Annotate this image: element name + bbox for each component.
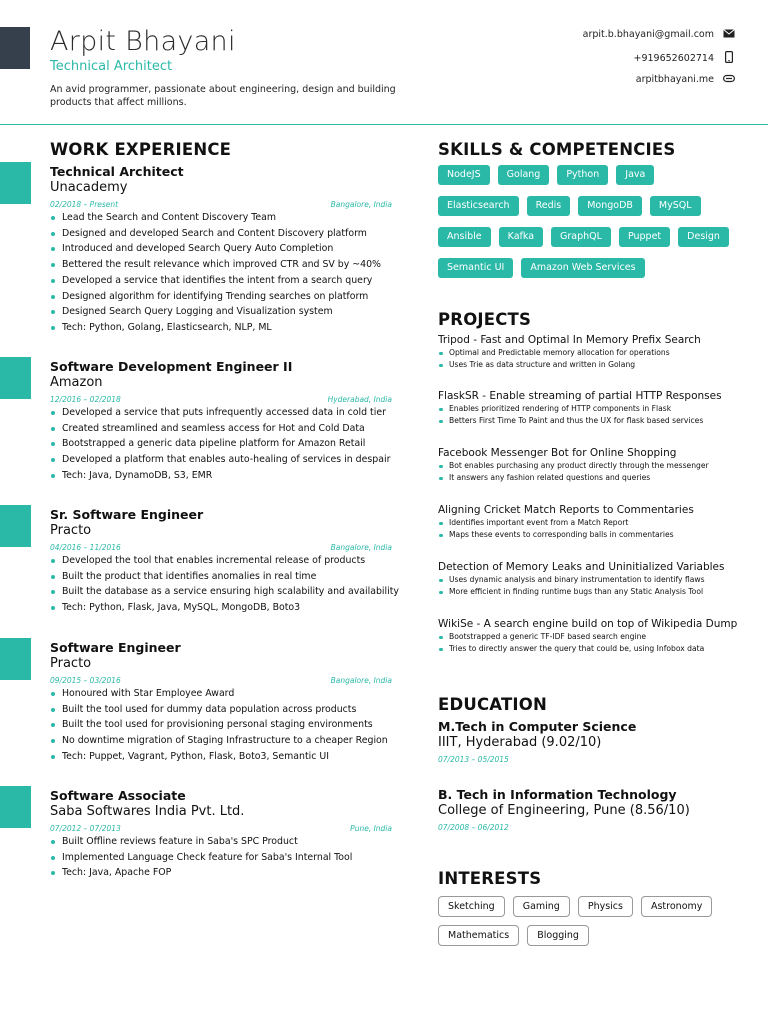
job-bullet: Tech: Puppet, Vagrant, Python, Flask, Boto3, Semantic UI [50,749,392,765]
phone-icon [722,51,736,66]
skill-tag: Python [557,165,608,185]
job-bullet: Tech: Python, Golang, Elasticsearch, NLP, ML [50,320,392,336]
contact-email-text[interactable]: arpit.b.bhayani@gmail.com [582,29,714,40]
job-dates: 07/2012 – 07/2013 [50,824,121,833]
job-bullet: Tech: Java, Apache FOP [50,865,392,881]
job-title: Technical Architect [50,164,184,179]
job-location: Hyderabad, India [327,395,392,404]
project-bullet: Maps these events to corresponding balls in commentaries [438,529,748,541]
skill-tag: Java [616,165,654,185]
envelope-icon [722,28,736,41]
job-accent-block [0,505,31,547]
education-entry [438,787,738,832]
projects-heading: PROJECTS [438,310,532,329]
job-bullet: Designed and developed Search and Content Discovery platform [50,226,392,242]
job-bullet: No downtime migration of Staging Infrastructure to a cheaper Region [50,733,392,749]
job-accent-block [0,162,31,204]
education-heading: EDUCATION [438,695,547,714]
project-entry [438,390,748,427]
skill-tag: Design [678,227,729,247]
job-bullet: Developed a service that puts infrequently accessed data in cold tier [50,405,392,421]
job-bullets [50,210,392,336]
job-dates: 12/2016 – 02/2018 [50,395,121,404]
skill-tag: MySQL [650,196,701,216]
job-accent-block [0,786,31,828]
job-bullet: Bettered the result relevance which improved CTR and SV by ~40% [50,257,392,273]
job-bullet: Created streamlined and seamless access for Hot and Cold Data [50,421,392,437]
job-accent-block [0,357,31,399]
skill-tag: Ansible [438,227,491,247]
job-bullet: Designed Search Query Logging and Visualization system [50,304,392,320]
skill-tag: Puppet [619,227,670,247]
project-entry [438,447,748,484]
project-bullet: Bootstrapped a generic TF-IDF based search engine [438,631,748,643]
job-dates: 04/2016 – 11/2016 [50,543,121,552]
project-title: FlaskSR - Enable streaming of partial HTTP Responses [438,390,722,402]
project-title: WikiSe - A search engine build on top of Wikipedia Dump [438,618,738,630]
skill-tag: Golang [498,165,550,185]
project-entry [438,618,748,655]
interest-tag: Physics [578,896,633,917]
job-company: Practo [50,523,92,538]
job-entry [50,359,392,484]
job-bullet: Built the product that identifies anomalies in real time [50,569,392,585]
job-bullet: Built the tool used for dummy data population across products [50,702,392,718]
education-entry [438,719,738,764]
interest-tag: Gaming [513,896,570,917]
skill-tag: MongoDB [578,196,642,216]
interest-tag: Mathematics [438,925,519,946]
job-title: Software Engineer [50,640,181,655]
job-bullet: Implemented Language Check feature for Saba's Internal Tool [50,850,392,866]
project-title: Detection of Memory Leaks and Uninitialized Variables [438,561,725,573]
contact-email[interactable] [583,28,736,41]
project-bullet: Uses dynamic analysis and binary instrumentation to identify flaws [438,574,748,586]
job-entry [50,507,399,616]
project-entry [438,504,748,541]
job-company: Amazon [50,375,103,390]
job-bullet: Built Offline reviews feature in Saba's SPC Product [50,834,392,850]
skill-tag: Elasticsearch [438,196,519,216]
education-school: College of Engineering, Pune (8.56/10) [438,803,690,818]
job-bullet: Introduced and developed Search Query Auto Completion [50,241,392,257]
contact-phone[interactable] [634,51,737,66]
skills-heading: SKILLS & COMPETENCIES [438,140,676,159]
job-bullet: Designed algorithm for identifying Trending searches on platform [50,289,392,305]
project-title: Aligning Cricket Match Reports to Commentaries [438,504,694,516]
job-company: Unacademy [50,180,128,195]
job-title: Sr. Software Engineer [50,507,204,522]
skill-tag: Amazon Web Services [521,258,644,278]
education-dates: 07/2008 – 06/2012 [438,823,509,832]
education-degree: B. Tech in Information Technology [438,787,677,802]
job-bullet: Tech: Java, DynamoDB, S3, EMR [50,468,392,484]
job-bullet: Developed a service that identifies the intent from a search query [50,273,392,289]
job-bullets [50,686,392,765]
interest-tag: Astronomy [641,896,712,917]
project-bullet: More efficient in finding runtime bugs than any Static Analysis Tool [438,586,748,598]
skills-list [438,165,738,289]
project-entry [438,561,748,598]
job-company: Saba Softwares India Pvt. Ltd. [50,804,245,819]
contact-website[interactable] [636,73,736,86]
job-bullet: Built the database as a service ensuring high scalability and availability [50,584,392,600]
project-bullet: It answers any fashion related questions and queries [438,472,748,484]
job-bullet: Tech: Python, Flask, Java, MySQL, MongoDB, Boto3 [50,600,392,616]
skill-tag: GraphQL [551,227,611,247]
job-entry [50,164,392,336]
interest-tag: Sketching [438,896,505,917]
skill-tag: Redis [527,196,571,216]
header-accent-block [0,27,30,69]
skill-tag: Semantic UI [438,258,513,278]
project-bullet: Identifies important event from a Match Report [438,517,748,529]
candidate-role: Technical Architect [50,59,173,74]
job-company: Practo [50,656,92,671]
skill-tag: Kafka [499,227,543,247]
education-school: IIIT, Hyderabad (9.02/10) [438,735,602,750]
work-experience-heading: WORK EXPERIENCE [50,140,232,159]
interest-tag: Blogging [527,925,589,946]
job-bullet: Developed the tool that enables incremental release of products [50,553,392,569]
job-location: Bangalore, India [330,676,392,685]
interests-heading: INTERESTS [438,869,542,888]
skill-tag: NodeJS [438,165,490,185]
job-location: Bangalore, India [330,200,392,209]
contact-website-text[interactable]: arpitbhayani.me [635,74,714,85]
summary-text: An avid programmer, passionate about engineering, design and building products that affect millions. [50,84,396,108]
contact-phone-text[interactable]: +919652602714 [633,53,714,64]
education-degree: M.Tech in Computer Science [438,719,637,734]
job-bullet: Lead the Search and Content Discovery Team [50,210,392,226]
job-accent-block [0,638,31,680]
job-bullet: Bootstrapped a generic data pipeline platform for Amazon Retail [50,436,392,452]
job-entry [50,788,392,881]
education-dates: 07/2013 – 05/2015 [438,755,509,764]
job-entry [50,640,392,765]
job-bullet: Honoured with Star Employee Award [50,686,392,702]
link-icon [722,73,736,86]
project-title: Facebook Messenger Bot for Online Shopping [438,447,677,459]
job-bullet: Built the tool used for provisioning personal staging environments [50,717,392,733]
project-bullet: Bot enables purchasing any product directly through the messenger [438,460,748,472]
project-bullet: Enables prioritized rendering of HTTP components in Flask [438,403,748,415]
job-location: Bangalore, India [330,543,392,552]
job-bullet: Developed a platform that enables auto-healing of services in despair [50,452,392,468]
job-title: Software Development Engineer II [50,359,293,374]
project-title: Tripod - Fast and Optimal In Memory Prefix Search [438,334,701,346]
project-entry [438,334,748,371]
candidate-name: Arpit Bhayani [50,26,236,57]
project-bullet: Optimal and Predictable memory allocation for operations [438,347,748,359]
job-location: Pune, India [350,824,392,833]
interests-list [438,896,738,954]
job-title: Software Associate [50,788,186,803]
job-bullets [50,834,392,881]
job-dates: 09/2015 – 03/2016 [50,676,121,685]
job-bullets [50,405,392,484]
project-bullet: Tries to directly answer the query that could be, using Infobox data [438,643,748,655]
project-bullet: Betters First Time To Paint and thus the UX for flask based services [438,415,748,427]
job-bullets [50,553,399,616]
job-dates: 02/2018 – Present [50,200,119,209]
header-divider [0,124,768,125]
project-bullet: Uses Trie as data structure and written in Golang [438,359,748,371]
